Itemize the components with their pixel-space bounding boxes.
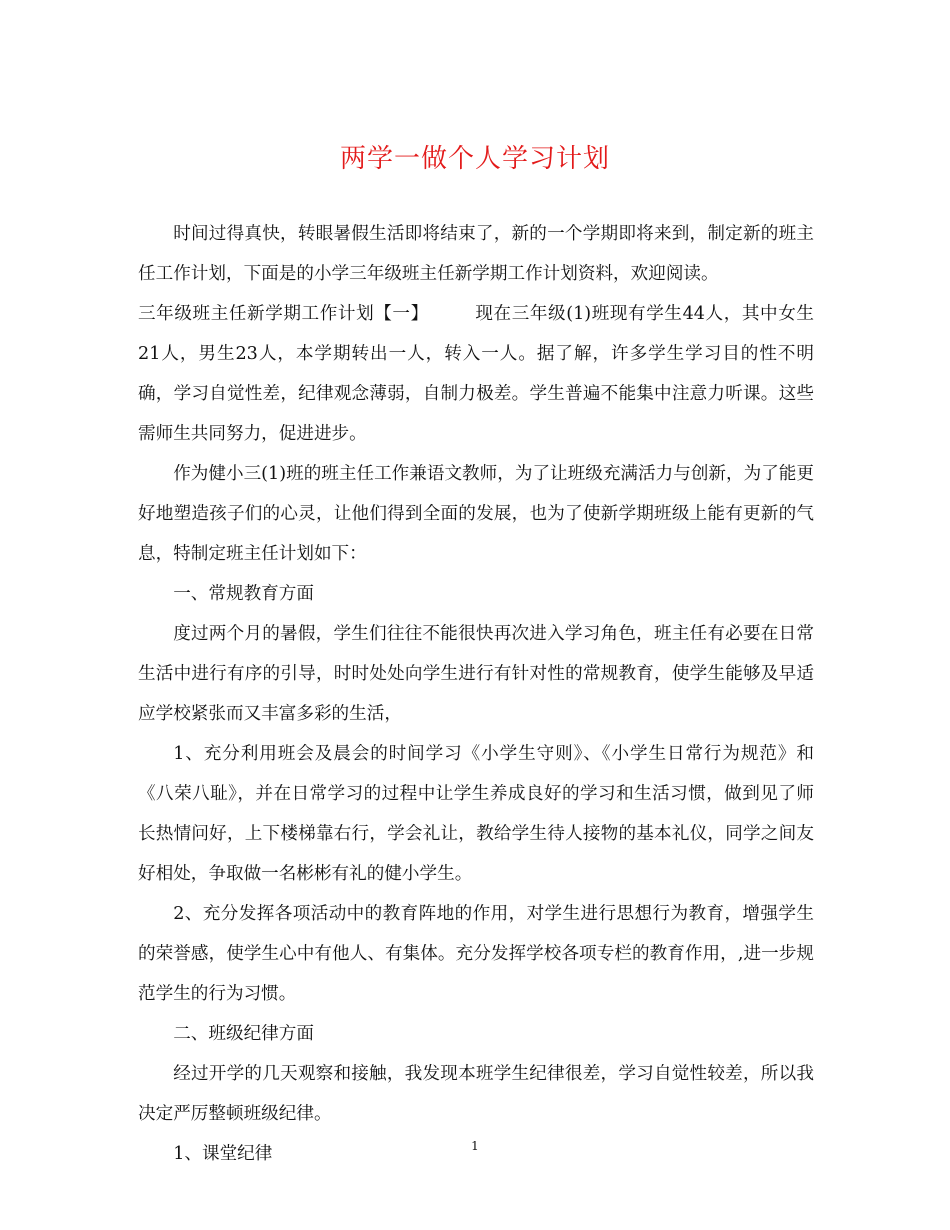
section-heading-discipline: 二、班级纪律方面 bbox=[173, 1024, 314, 1044]
list-item-routine-2: 2、充分发挥各项活动中的教育阵地的作用，对学生进行思想行为教育，增强学生的荣誉感，使学生心中有他人、有集体。充分发挥学校各项专栏的教育作用，,进一步规范学生的行为习惯。 bbox=[138, 904, 814, 1004]
list-item-routine-1: 1、充分利用班会及晨会的时间学习《小学生守则》、《小学生日常行为规范》和《八荣八耻》，并在日常学习的过程中让学生养成良好的学习和生活习惯，做到见了师长热情问好，上下楼梯靠右行，学会礼让，教给学生待人接物的基本礼仪，同学之间友好相处，争取做一名彬彬有礼的健小学生。 bbox=[138, 744, 814, 884]
list-item-discipline-1: 1、课堂纪律 bbox=[173, 1144, 273, 1164]
plan-intro: 现在三年级(1)班现有学生44人，其中女生21人，男生23人，本学期转出一人，转入一人。据了解，许多学生学习目的性不明确，学习自觉性差，纪律观念薄弱，自制力极差。学生普遍不能集中注意力听课。这些需师生共同努力，促进进步。 bbox=[138, 304, 814, 444]
paragraph-plan-one bbox=[138, 294, 814, 454]
document-title: 两学一做个人学习计划 bbox=[339, 144, 610, 174]
paragraph-intro: 时间过得真快，转眼暑假生活即将结束了，新的一个学期即将来到，制定新的班主任工作计划，下面是的小学三年级班主任新学期工作计划资料，欢迎阅读。 bbox=[138, 224, 814, 284]
section-heading-routine: 一、常规教育方面 bbox=[173, 584, 314, 604]
paragraph-routine: 度过两个月的暑假，学生们往往不能很快再次进入学习角色，班主任有必要在日常生活中进行有序的引导，时时处处向学生进行有针对性的常规教育，使学生能够及早适应学校紧张而又丰富多彩的生活， bbox=[138, 624, 814, 724]
paragraph-discipline: 经过开学的几天观察和接触，我发现本班学生纪律很差，学习自觉性较差，所以我决定严厉整顿班级纪律。 bbox=[138, 1064, 814, 1124]
page-number: 1 bbox=[471, 1139, 479, 1153]
document-body bbox=[138, 214, 814, 1174]
plan-heading: 三年级班主任新学期工作计划【一】 bbox=[138, 304, 429, 324]
paragraph-role: 作为健小三(1)班的班主任工作兼语文教师，为了让班级充满活力与创新，为了能更好地塑造孩子们的心灵，让他们得到全面的发展，也为了使新学期班级上能有更新的气息，特制定班主任计划如下： bbox=[138, 464, 814, 564]
